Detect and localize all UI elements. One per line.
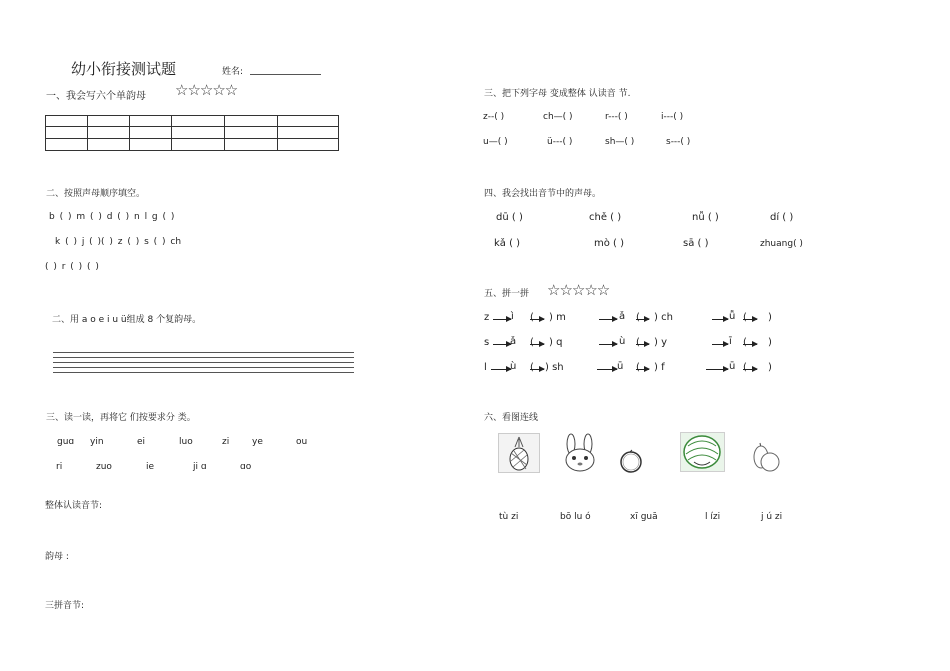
syllable: ri (56, 462, 63, 472)
pinyin-part: ū (617, 361, 624, 372)
pinyin-part: ì (511, 311, 514, 322)
initials-row-3: ( ) r ( ) ( ) (45, 262, 99, 272)
section-r4-title: 四、我会找出音节中的声母。 (484, 189, 602, 199)
pinyin-part: z (484, 312, 490, 323)
paren: ( (743, 362, 747, 373)
syllable: luo (179, 437, 193, 447)
initial-item: dū ( ) (496, 212, 523, 223)
match-word[interactable]: tù zi (499, 512, 519, 522)
pinyin-part: ) sh (545, 362, 564, 373)
name-label: 姓名: (222, 67, 244, 77)
pinyin-part: ǎ (619, 311, 626, 322)
star-rating: ☆☆☆☆☆ (547, 281, 610, 299)
section-2-title: 二、按照声母顺序填空。 (46, 189, 146, 199)
pear-icon[interactable] (749, 439, 781, 473)
match-word[interactable]: l ízi (705, 512, 721, 522)
pineapple-icon[interactable] (498, 433, 540, 473)
initials-row-1: b ( ) m ( ) d ( ) n l g ( ) (49, 212, 175, 222)
initial-item: nǚ ( ) (692, 212, 719, 223)
paren: ( (636, 362, 640, 373)
paren: ( (530, 362, 534, 373)
convert-item: i---( ) (661, 112, 684, 122)
pinyin-part: ) ch (654, 312, 673, 323)
paren: ( (743, 312, 747, 323)
section-compound-title: 二、用 a o e i u ü组成 8 个复韵母。 (52, 315, 202, 325)
convert-item: sh—( ) (605, 137, 635, 147)
syllable: ji ɑ (193, 462, 207, 472)
star-rating: ☆☆☆☆☆ (175, 81, 238, 99)
category-finals: 韵母 : (45, 552, 69, 562)
convert-item: ch—( ) (543, 112, 573, 122)
match-word[interactable]: bō lu ó (560, 512, 591, 522)
syllable: zi (222, 437, 230, 447)
initial-item: zhuang( ) (760, 239, 803, 249)
syllable: ou (296, 437, 308, 447)
paren: ( (743, 337, 747, 348)
rabbit-icon[interactable] (559, 432, 601, 472)
initials-row-2: k ( ) j ( )( ) z ( ) s ( ) ch (55, 237, 182, 247)
syllable: ie (146, 462, 155, 472)
section-1-title: 一、我会写六个单韵母 (46, 91, 146, 102)
section-r3-title: 三、把下列字母 变成整体 认读音 节. (484, 89, 631, 99)
watermelon-icon[interactable] (680, 432, 725, 472)
name-field[interactable] (250, 74, 321, 75)
pinyin-part: ù (510, 361, 517, 372)
pinyin-part: l (484, 362, 487, 373)
pinyin-part: ) m (549, 312, 566, 323)
syllable: ye (252, 437, 263, 447)
vowel-writing-grid[interactable] (45, 115, 339, 151)
pinyin-part: ) (768, 337, 772, 348)
paren: ( (530, 312, 534, 323)
convert-item: ü---( ) (547, 137, 573, 147)
syllable: yin (90, 437, 104, 447)
pinyin-part: ) q (549, 337, 563, 348)
category-whole-syllable: 整体认读音节: (45, 501, 103, 511)
orange-icon[interactable] (618, 448, 644, 474)
pinyin-part: s (484, 337, 490, 348)
pinyin-part: ) y (654, 337, 667, 348)
pinyin-part: ǚ (729, 311, 736, 322)
convert-item: u—( ) (483, 137, 508, 147)
section-r5-title: 五、拼一拼 (484, 289, 530, 299)
section-r6-title: 六、看图连线 (484, 413, 539, 423)
paren: ( (636, 337, 640, 348)
convert-item: r---( ) (605, 112, 628, 122)
initial-item: chě ( ) (589, 212, 622, 223)
match-word[interactable]: j ú zi (761, 512, 783, 522)
syllable: ɑo (240, 462, 252, 472)
category-three-part: 三拼音节: (45, 601, 85, 611)
initial-item: mò ( ) (594, 238, 625, 249)
initial-item: sā ( ) (683, 238, 709, 249)
page-title: 幼小衔接测试题 (71, 60, 177, 78)
match-word[interactable]: xī guā (630, 512, 658, 522)
pinyin-part: ù (619, 336, 626, 347)
paren: ( (636, 312, 640, 323)
initial-item: dí ( ) (770, 212, 794, 223)
convert-item: s---( ) (666, 137, 691, 147)
convert-item: z--( ) (483, 112, 505, 122)
section-classify-title: 三、读一读，再将它 们按要求分 类。 (46, 413, 196, 423)
paren: ( (530, 337, 534, 348)
syllable: guɑ (57, 437, 75, 447)
pinyin-part: ) (768, 362, 772, 373)
syllable: ei (137, 437, 146, 447)
initial-item: kǎ ( ) (494, 238, 521, 249)
pinyin-part: ) (768, 312, 772, 323)
pinyin-part: ǎ (510, 336, 517, 347)
pinyin-part: ū (729, 361, 736, 372)
pinyin-part: ) f (654, 362, 665, 373)
syllable: zuo (96, 462, 112, 472)
pinyin-part: ī (729, 336, 732, 347)
